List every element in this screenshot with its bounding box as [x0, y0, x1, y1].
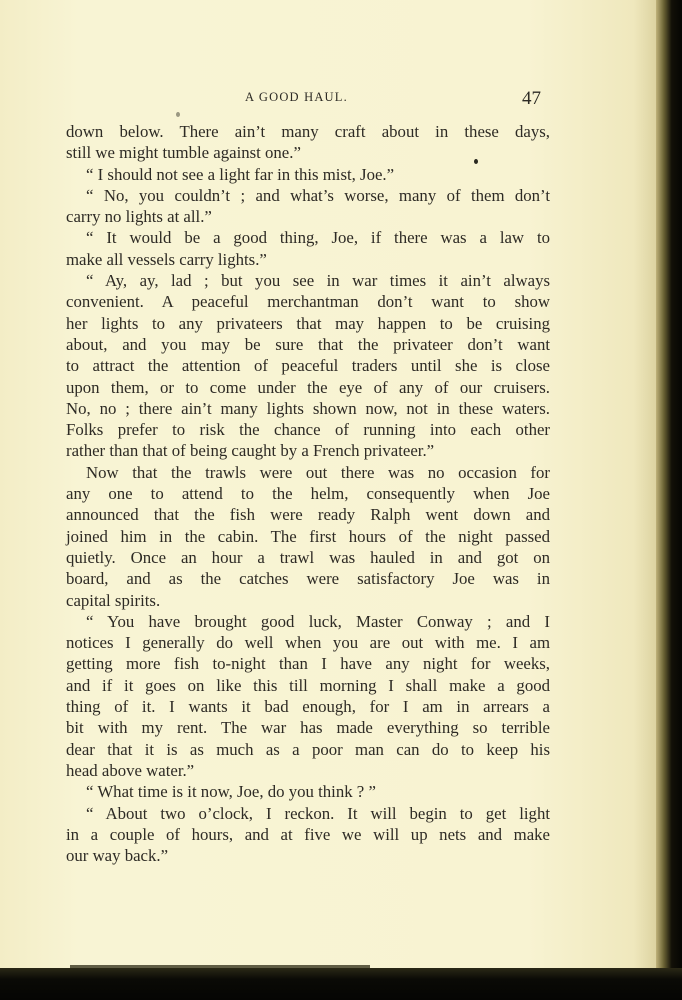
ink-speck — [176, 112, 180, 117]
scan-bottom-margin — [0, 968, 682, 1000]
text-line: Folks prefer to risk the chance of running into each other — [66, 420, 550, 440]
text-line: upon them, or to come under the eye of any of our cruisers. — [66, 377, 550, 397]
text-line: joined him in the cabin. The first hours of the night passed — [66, 526, 550, 546]
text-line: head above water.” — [66, 760, 195, 780]
text-line: our way back.” — [66, 846, 169, 866]
text-line: thing of it. I wants it bad enough, for I am in arrears a — [66, 697, 550, 717]
text-line: bit with my rent. The war has made everything so terrible — [66, 718, 550, 738]
text-line: still we might tumble against one.” — [66, 143, 301, 163]
text-line: in a couple of hours, and at five we will up nets and make — [66, 824, 550, 844]
text-line: notices I generally do well when you are out with me. I am — [66, 633, 550, 653]
text-line: to attract the attention of peaceful traders until she is close — [66, 356, 550, 376]
text-line: down below. There ain’t many craft about in these days, — [66, 122, 550, 141]
text-line: quietly. Once an hour a trawl was hauled in and got on — [66, 547, 550, 567]
page-edge-shadow — [656, 0, 682, 1000]
text-line: make all vessels carry lights.” — [66, 249, 267, 269]
text-line: No, no ; there ain’t many lights shown now, not in these waters. — [66, 398, 550, 418]
running-head: A GOOD HAUL. — [245, 90, 348, 104]
text-line: carry no lights at all.” — [66, 207, 212, 227]
text-line: dear that it is as much as a poor man can do to keep his — [66, 739, 550, 759]
text-line: “ No, you couldn’t ; and what’s worse, many of them don’t — [86, 185, 550, 205]
text-line: “ What time is it now, Joe, do you think ? ” — [86, 782, 376, 802]
text-line: rather than that of being caught by a French privateer.” — [66, 441, 435, 461]
text-line: getting more fish to-night than I have any night for weeks, — [66, 654, 550, 674]
text-line: Now that the trawls were out there was no occasion for — [86, 462, 550, 482]
text-line: and if it goes on like this till morning I shall make a good — [66, 675, 550, 695]
text-line: “ I should not see a light far in this mist, Joe.” — [86, 164, 395, 184]
page-number: 47 — [522, 88, 541, 109]
text-line: “ Ay, ay, lad ; but you see in war times it ain’t always — [86, 271, 550, 291]
text-line: her lights to any privateers that may happen to be cruising — [66, 313, 550, 333]
text-line: board, and as the catches were satisfactory Joe was in — [66, 569, 550, 589]
ink-speck — [474, 159, 478, 164]
body-text — [66, 121, 550, 866]
text-line: capital spirits. — [66, 590, 161, 610]
text-line: “ You have brought good luck, Master Conway ; and I — [86, 611, 550, 631]
text-line: any one to attend to the helm, consequently when Joe — [66, 484, 550, 504]
text-line: announced that the fish were ready Ralph went down and — [66, 505, 550, 525]
text-line: convenient. A peaceful merchantman don’t want to show — [66, 292, 550, 312]
text-line: “ It would be a good thing, Joe, if there was a law to — [86, 228, 550, 248]
text-line: “ About two o’clock, I reckon. It will begin to get light — [86, 803, 550, 823]
text-line: about, and you may be sure that the privateer don’t want — [66, 334, 550, 354]
